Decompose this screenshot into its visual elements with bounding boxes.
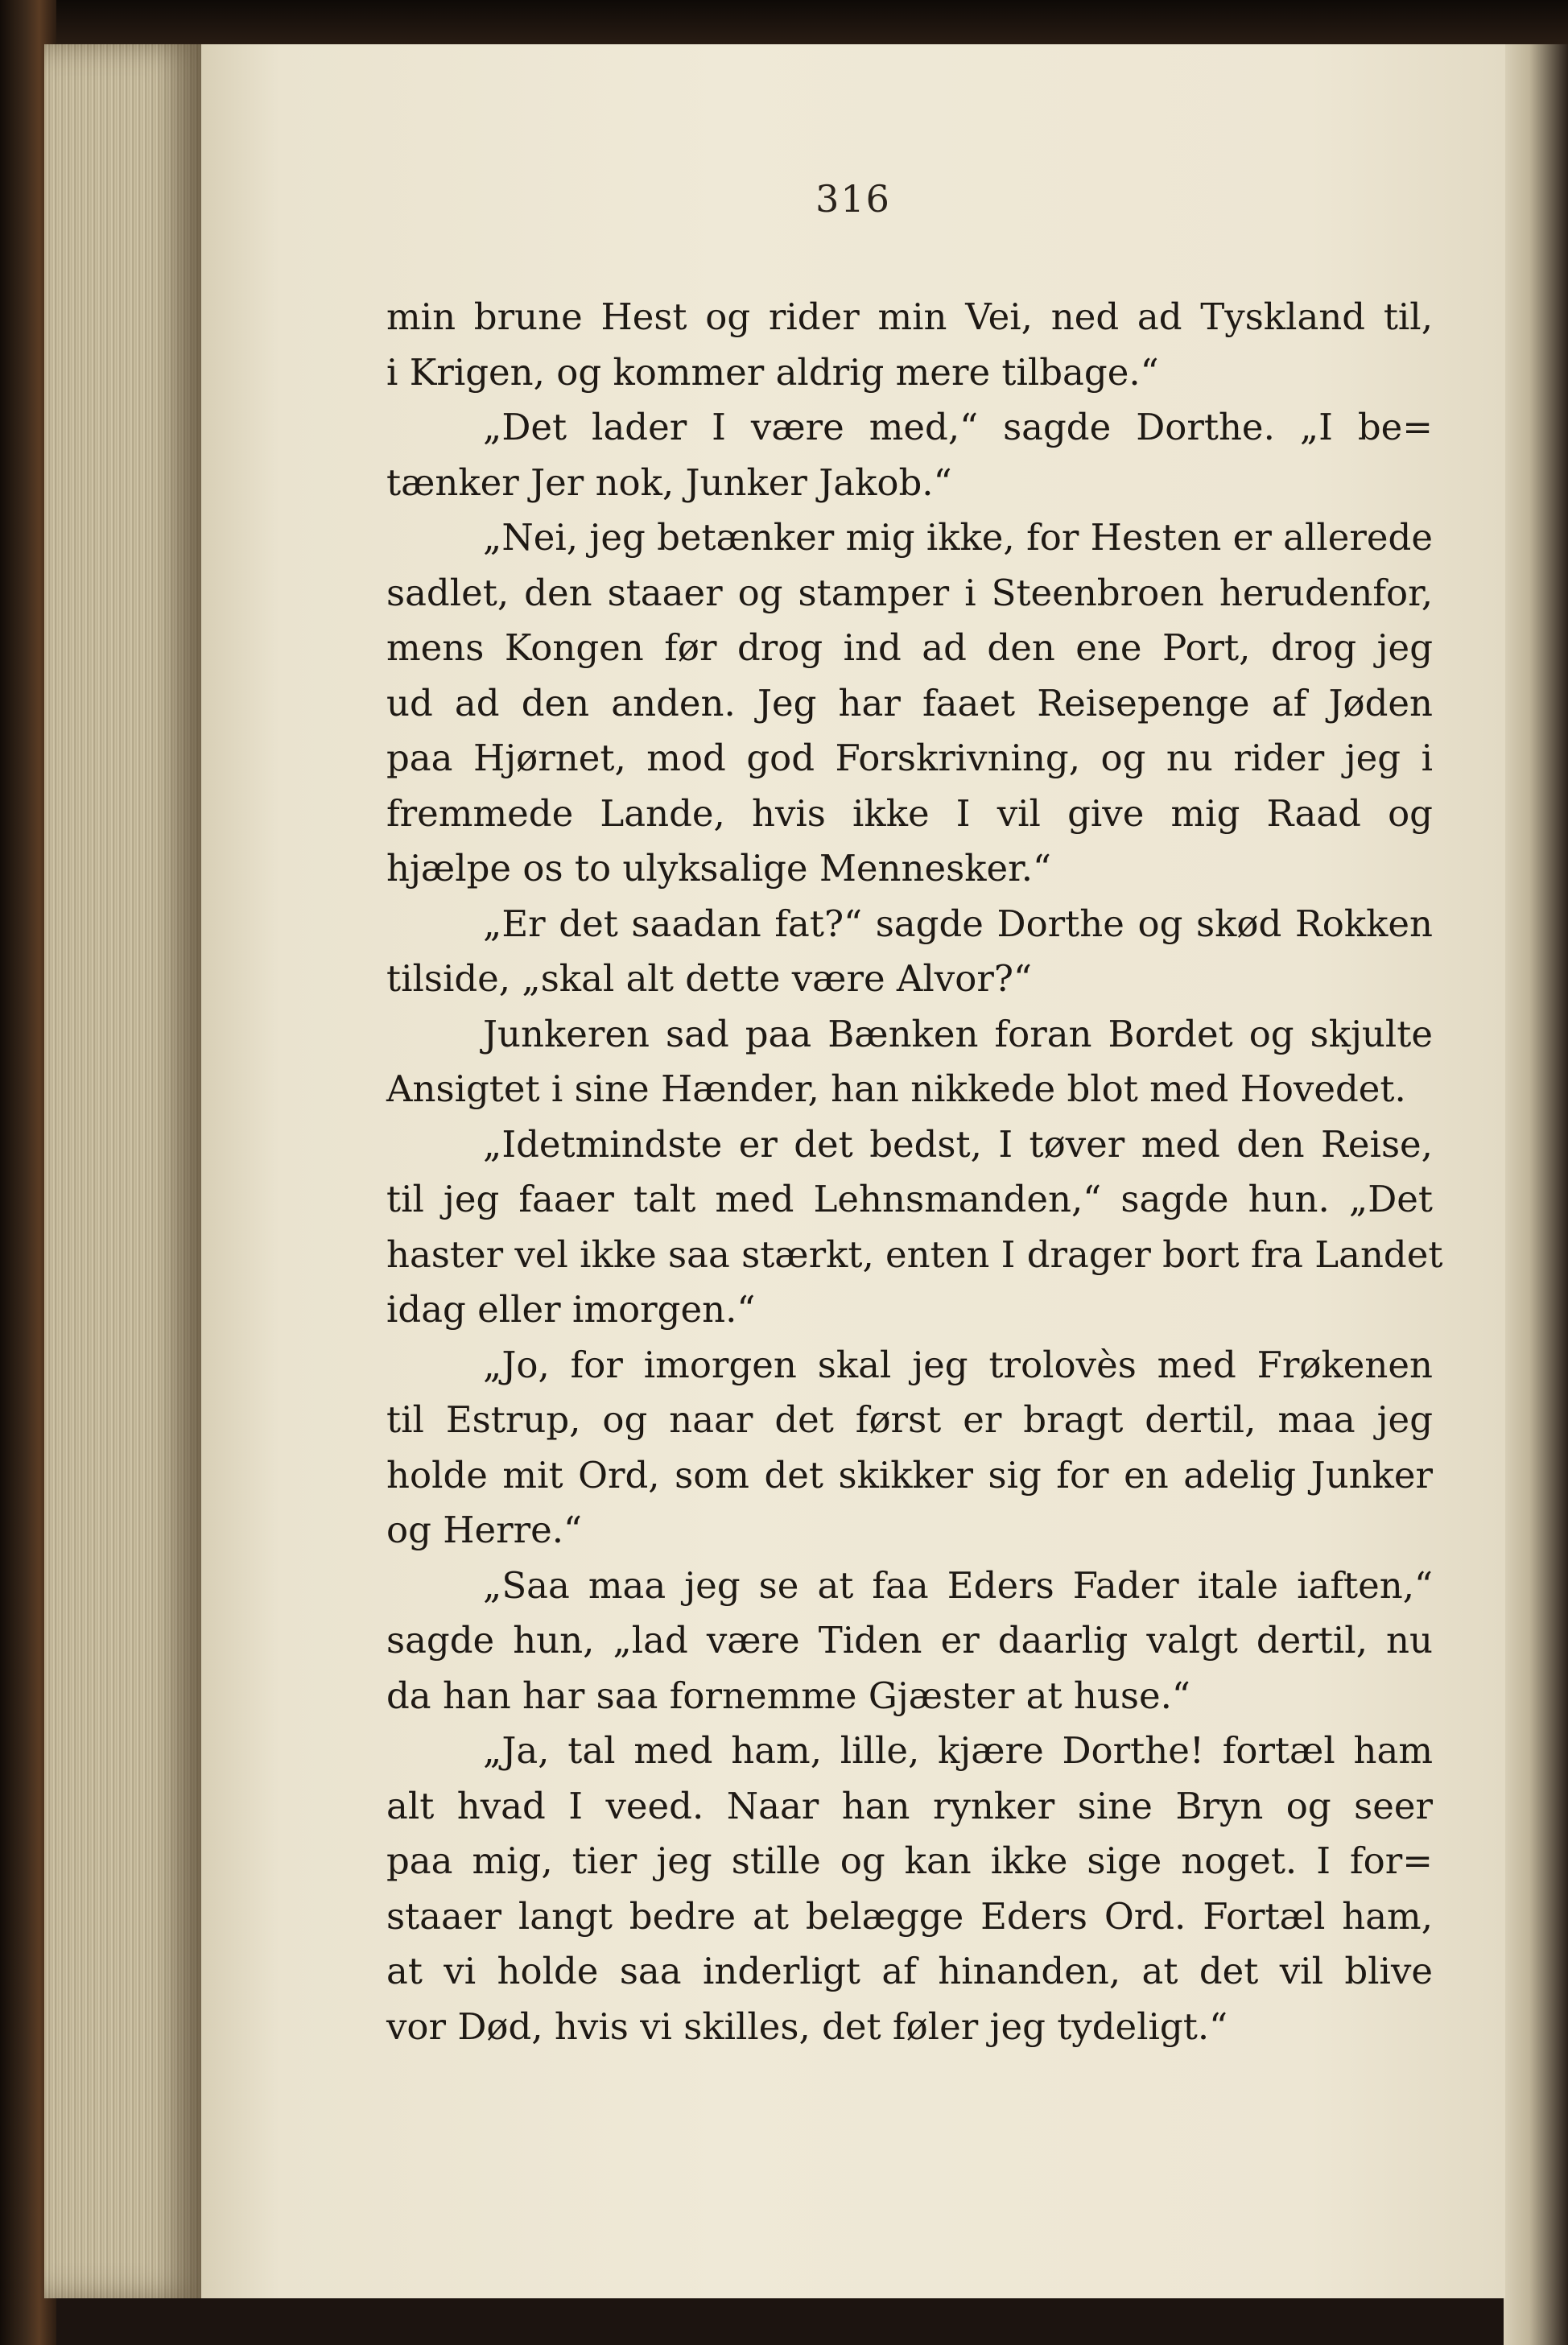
paragraph [386, 897, 1433, 1007]
next-page-edge [1504, 44, 1568, 2345]
text-line: fremmede Lande, hvis ikke I vil give mig Raad og [386, 791, 1433, 835]
paragraph [386, 1007, 1433, 1117]
book-cover-top [0, 0, 1568, 48]
page-number: 316 [815, 177, 891, 221]
text-line: „Ja, tal med ham, lille, kjære Dorthe! fortæl ham [483, 1729, 1433, 1772]
text-line: „Det lader I være med,“ sagde Dorthe. „I be= [483, 406, 1433, 448]
paragraph [386, 1338, 1433, 1559]
text-line: „Saa maa jeg se at faa Eders Fader itale iaften,“ [483, 1563, 1433, 1607]
text-line: mens Kongen før drog ind ad den ene Port, drog jeg [386, 626, 1433, 669]
text-line: „Nei, jeg betænker mig ikke, for Hesten er allerede [483, 516, 1433, 559]
text-line: da han har saa fornemme Gjæster at huse.“ [386, 1674, 1190, 1717]
text-line: „Er det saadan fat?“ sagde Dorthe og skød Rokken [483, 902, 1433, 945]
page-text [386, 290, 1443, 2054]
text-line: hjælpe os to ulyksalige Mennesker.“ [386, 847, 1052, 890]
text-line: ud ad den anden. Jeg har faaet Reisepenge af Jøden [386, 681, 1433, 725]
text-line: til Estrup, og naar det først er bragt dertil, maa jeg [386, 1398, 1433, 1441]
text-line: vor Død, hvis vi skilles, det føler jeg tydeligt.“ [386, 2004, 1228, 2048]
paragraph [386, 400, 1433, 510]
text-line: sadlet, den staaer og stamper i Steenbroen herudenfor, [386, 571, 1433, 614]
paragraph [386, 1724, 1433, 2054]
paragraph [386, 1117, 1443, 1338]
text-line: sagde hun, „lad være Tiden er daarlig valgt dertil, nu [386, 1619, 1433, 1662]
text-line: tænker Jer nok, Junker Jakob.“ [386, 460, 952, 504]
text-line: paa mig, tier jeg stille og kan ikke sige noget. I for= [386, 1839, 1433, 1882]
page-block-edges [44, 44, 205, 2298]
text-line: Junkeren sad paa Bænken foran Bordet og skjulte [483, 1012, 1433, 1055]
book-page [201, 44, 1505, 2298]
text-line: „Jo, for imorgen skal jeg trolovès med Frøkenen [483, 1343, 1433, 1386]
text-line: alt hvad I veed. Naar han rynker sine Bryn og seer [386, 1784, 1433, 1827]
paragraph [386, 290, 1433, 400]
text-line: til jeg faaer talt med Lehnsmanden,“ sagde hun. „Det [386, 1178, 1433, 1220]
text-line: holde mit Ord, som det skikker sig for en adelig Junker [386, 1453, 1433, 1497]
text-line: idag eller imorgen.“ [386, 1288, 756, 1331]
text-line: min brune Hest og rider min Vei, ned ad Tyskland til, [386, 295, 1433, 338]
text-line: paa Hjørnet, mod god Forskrivning, og nu rider jeg i [386, 737, 1433, 779]
text-line: staaer langt bedre at belægge Eders Ord. Fortæl ham, [386, 1894, 1433, 1938]
paragraph [386, 510, 1433, 897]
text-line: Ansigtet i sine Hænder, han nikkede blot med Hovedet. [386, 1067, 1406, 1110]
text-line: „Idetmindste er det bedst, I tøver med den Reise, [483, 1122, 1433, 1166]
text-line: haster vel ikke saa stærkt, enten I drager bort fra Landet [386, 1232, 1443, 1276]
text-line: tilside, „skal alt dette være Alvor?“ [386, 957, 1032, 1000]
text-line: at vi holde saa inderligt af hinanden, at det vil blive [386, 1950, 1433, 1992]
paragraph [386, 1559, 1433, 1724]
text-line: i Krigen, og kommer aldrig mere tilbage.“ [386, 350, 1159, 394]
text-line: og Herre.“ [386, 1509, 583, 1551]
